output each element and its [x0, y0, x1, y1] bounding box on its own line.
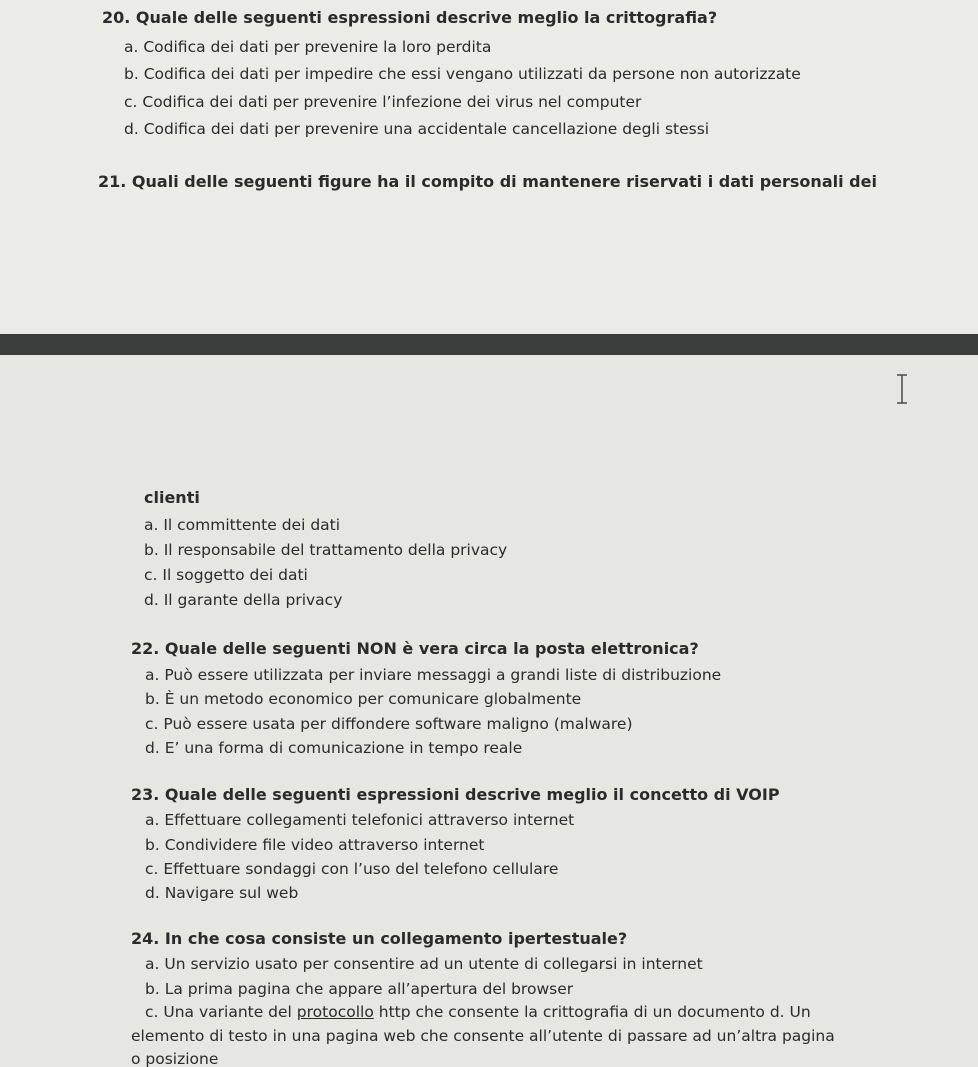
question-21-end: clienti — [144, 488, 200, 507]
q24-option-c-underlined-word: protocollo — [296, 1003, 374, 1021]
q24-option-b: b. La prima pagina che appare all’apertura del browser — [145, 980, 574, 998]
q23-option-b: b. Condividere file video attraverso internet — [145, 836, 485, 854]
q24-option-c-start: c. Una variante del — [145, 1003, 297, 1021]
q24-option-d-line-2: elemento di testo in una pagina web che consente all’utente di passare ad un’altra pagina — [131, 1027, 835, 1045]
q20-option-b: b. Codifica dei dati per impedire che essi vengano utilizzati da persone non autorizzate — [124, 65, 801, 83]
q23-option-a: a. Effettuare collegamenti telefonici attraverso internet — [145, 811, 575, 829]
q21-option-c: c. Il soggetto dei dati — [144, 566, 308, 584]
q23-option-d: d. Navigare sul web — [145, 884, 299, 902]
q24-option-c-end: http che consente la crittografia di un documento d. Un — [373, 1003, 811, 1021]
q20-option-a: a. Codifica dei dati per prevenire la loro perdita — [124, 38, 492, 56]
q20-option-c: c. Codifica dei dati per prevenire l’infezione dei virus nel computer — [124, 93, 642, 111]
page-divider — [0, 334, 978, 355]
bottom-page — [0, 355, 978, 1067]
q22-option-a: a. Può essere utilizzata per inviare messaggi a grandi liste di distribuzione — [145, 666, 722, 684]
q24-option-c-line — [145, 1002, 811, 1022]
q20-option-d: d. Codifica dei dati per prevenire una accidentale cancellazione degli stessi — [124, 120, 710, 138]
q21-option-d: d. Il garante della privacy — [144, 591, 343, 609]
q21-option-a: a. Il committente dei dati — [144, 516, 341, 534]
question-23: 23. Quale delle seguenti espressioni descrive meglio il concetto di VOIP — [131, 785, 780, 804]
question-21: 21. Quali delle seguenti figure ha il compito di mantenere riservati i dati personali dei — [98, 172, 877, 191]
question-20: 20. Quale delle seguenti espressioni descrive meglio la crittografia? — [102, 8, 718, 27]
q24-option-d-line-3: o posizione — [131, 1050, 219, 1067]
text-cursor-icon — [895, 374, 909, 404]
q23-option-c: c. Effettuare sondaggi con l’uso del telefono cellulare — [145, 860, 559, 878]
q22-option-b: b. È un metodo economico per comunicare globalmente — [145, 690, 582, 708]
q24-option-a: a. Un servizio usato per consentire ad un utente di collegarsi in internet — [145, 955, 703, 973]
question-22: 22. Quale delle seguenti NON è vera circa la posta elettronica? — [131, 639, 699, 658]
question-24: 24. In che cosa consiste un collegamento ipertestuale? — [131, 929, 628, 948]
q22-option-d: d. E’ una forma di comunicazione in tempo reale — [145, 739, 523, 757]
q21-option-b: b. Il responsabile del trattamento della privacy — [144, 541, 508, 559]
top-page — [0, 0, 978, 334]
q22-option-c: c. Può essere usata per diffondere software maligno (malware) — [145, 715, 633, 733]
